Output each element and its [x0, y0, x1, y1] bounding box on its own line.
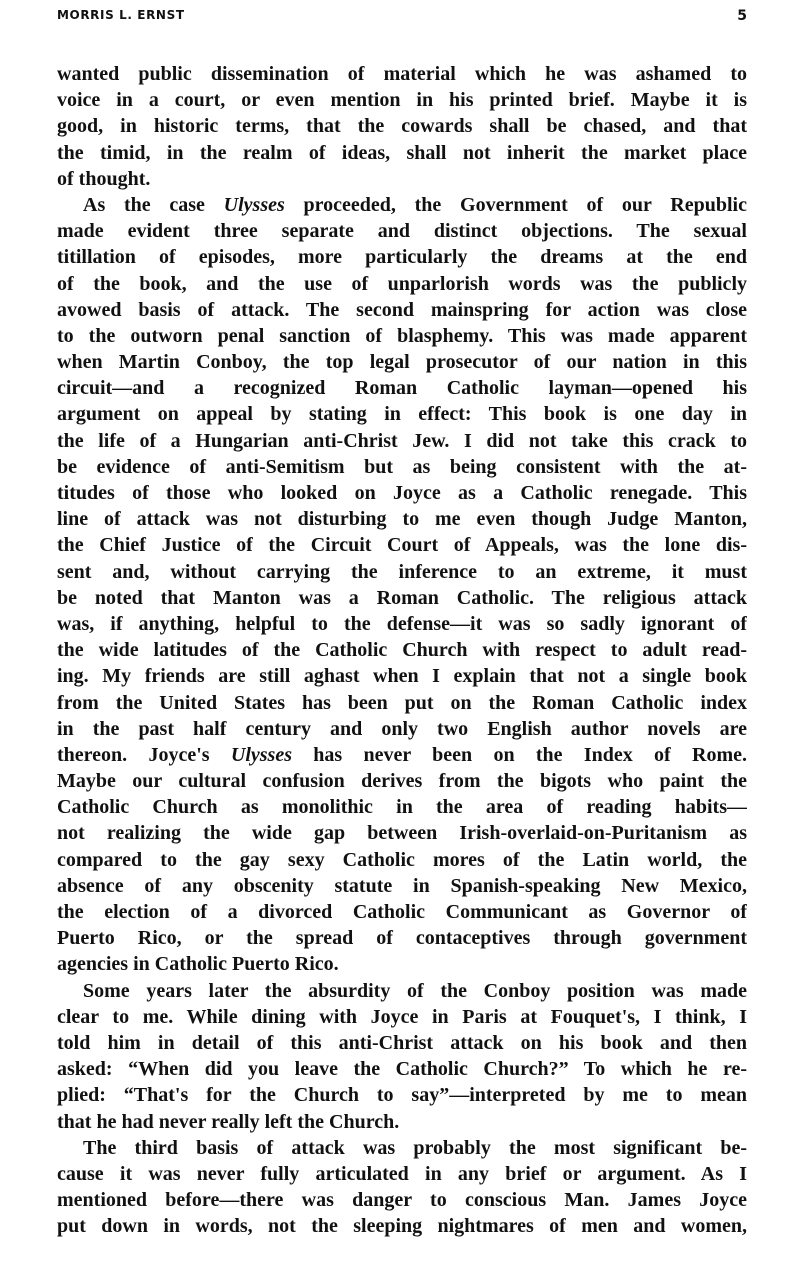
text-line: thereon. Joyce's Ulysses has never been on the Index of Rome.	[57, 743, 747, 766]
text-line: when Martin Conboy, the top legal prosecutor of our nation in this	[57, 351, 747, 374]
text-line: circuit—and a recognized Roman Catholic layman—opened his	[57, 377, 747, 400]
book-title: Ulysses	[223, 193, 285, 216]
text-line: told him in detail of this anti-Christ attack on his book and then	[57, 1031, 747, 1054]
running-head	[57, 8, 747, 28]
text-line: be noted that Manton was a Roman Catholic. The religious attack	[57, 586, 747, 609]
text-line: of the book, and the use of unparlorish words was the publicly	[57, 272, 747, 295]
text-line: The third basis of attack was probably the most significant be-	[83, 1136, 747, 1159]
text-line: As the case Ulysses proceeded, the Government of our Republic	[83, 193, 747, 216]
text-line: asked: “When did you leave the Catholic Church?” To which he re-	[57, 1058, 747, 1081]
text-line: compared to the gay sexy Catholic mores of the Latin world, the	[57, 848, 747, 871]
text-line: was, if anything, helpful to the defense—it was so sadly ignorant of	[57, 612, 747, 635]
body-text	[57, 61, 747, 1239]
text-line: good, in historic terms, that the cowards shall be chased, and that	[57, 115, 747, 138]
text-line: clear to me. While dining with Joyce in Paris at Fouquet's, I think, I	[57, 1005, 747, 1028]
text-line: titillation of episodes, more particularly the dreams at the end	[57, 246, 747, 269]
text-line: that he had never really left the Church.	[57, 1110, 400, 1133]
text-line: put down in words, not the sleeping nightmares of men and women,	[57, 1215, 747, 1238]
text-line: mentioned before—there was danger to conscious Man. James Joyce	[57, 1189, 747, 1212]
text-line: argument on appeal by stating in effect: This book is one day in	[57, 403, 747, 426]
text-line: the election of a divorced Catholic Communicant as Governor of	[57, 901, 747, 923]
book-title: Ulysses	[230, 743, 292, 766]
text-line: line of attack was not disturbing to me even though Judge Manton,	[57, 508, 747, 531]
text-line: Some years later the absurdity of the Conboy position was made	[83, 979, 747, 1002]
text-line: agencies in Catholic Puerto Rico.	[57, 953, 339, 976]
text-line: cause it was never fully articulated in any brief or argument. As I	[57, 1162, 747, 1185]
text-line: Maybe our cultural confusion derives from the bigots who paint the	[57, 770, 747, 793]
text-line: the Chief Justice of the Circuit Court of Appeals, was the lone dis-	[57, 534, 747, 557]
text-line: titudes of those who looked on Joyce as a Catholic renegade. This	[57, 482, 747, 504]
text-line: be evidence of anti-Semitism but as being consistent with the at-	[57, 455, 747, 478]
text-line: from the United States has been put on the Roman Catholic index	[57, 691, 747, 714]
text-line: ing. My friends are still aghast when I explain that not a single book	[57, 665, 747, 688]
page-number: 5	[737, 8, 747, 24]
text-line: the life of a Hungarian anti-Christ Jew. I did not take this crack to	[57, 429, 747, 452]
text-line: wanted public dissemination of material which he was ashamed to	[57, 63, 747, 85]
text-line: of thought.	[57, 167, 151, 190]
text-line: the timid, in the realm of ideas, shall not inherit the market place	[57, 141, 747, 164]
text-line: sent and, without carrying the inference to an extreme, it must	[57, 560, 747, 583]
author-name: MORRIS L. ERNST	[57, 8, 185, 22]
text-line: absence of any obscenity statute in Spanish-speaking New Mexico,	[57, 874, 747, 897]
text-line: the wide latitudes of the Catholic Church with respect to adult read-	[57, 639, 747, 662]
text-line: not realizing the wide gap between Irish-overlaid-on-Puritanism as	[57, 822, 747, 845]
text-line: avowed basis of attack. The second mainspring for action was close	[57, 298, 747, 321]
text-line: voice in a court, or even mention in his printed brief. Maybe it is	[57, 89, 747, 112]
text-line: Catholic Church as monolithic in the area of reading habits—	[57, 796, 747, 819]
text-line: plied: “That's for the Church to say”—interpreted by me to mean	[57, 1084, 747, 1107]
text-line: to the outworn penal sanction of blasphemy. This was made apparent	[57, 324, 747, 347]
text-line: in the past half century and only two English author novels are	[57, 717, 747, 740]
text-line: made evident three separate and distinct objections. The sexual	[57, 220, 747, 243]
text-line: Puerto Rico, or the spread of contaceptives through government	[57, 927, 747, 950]
